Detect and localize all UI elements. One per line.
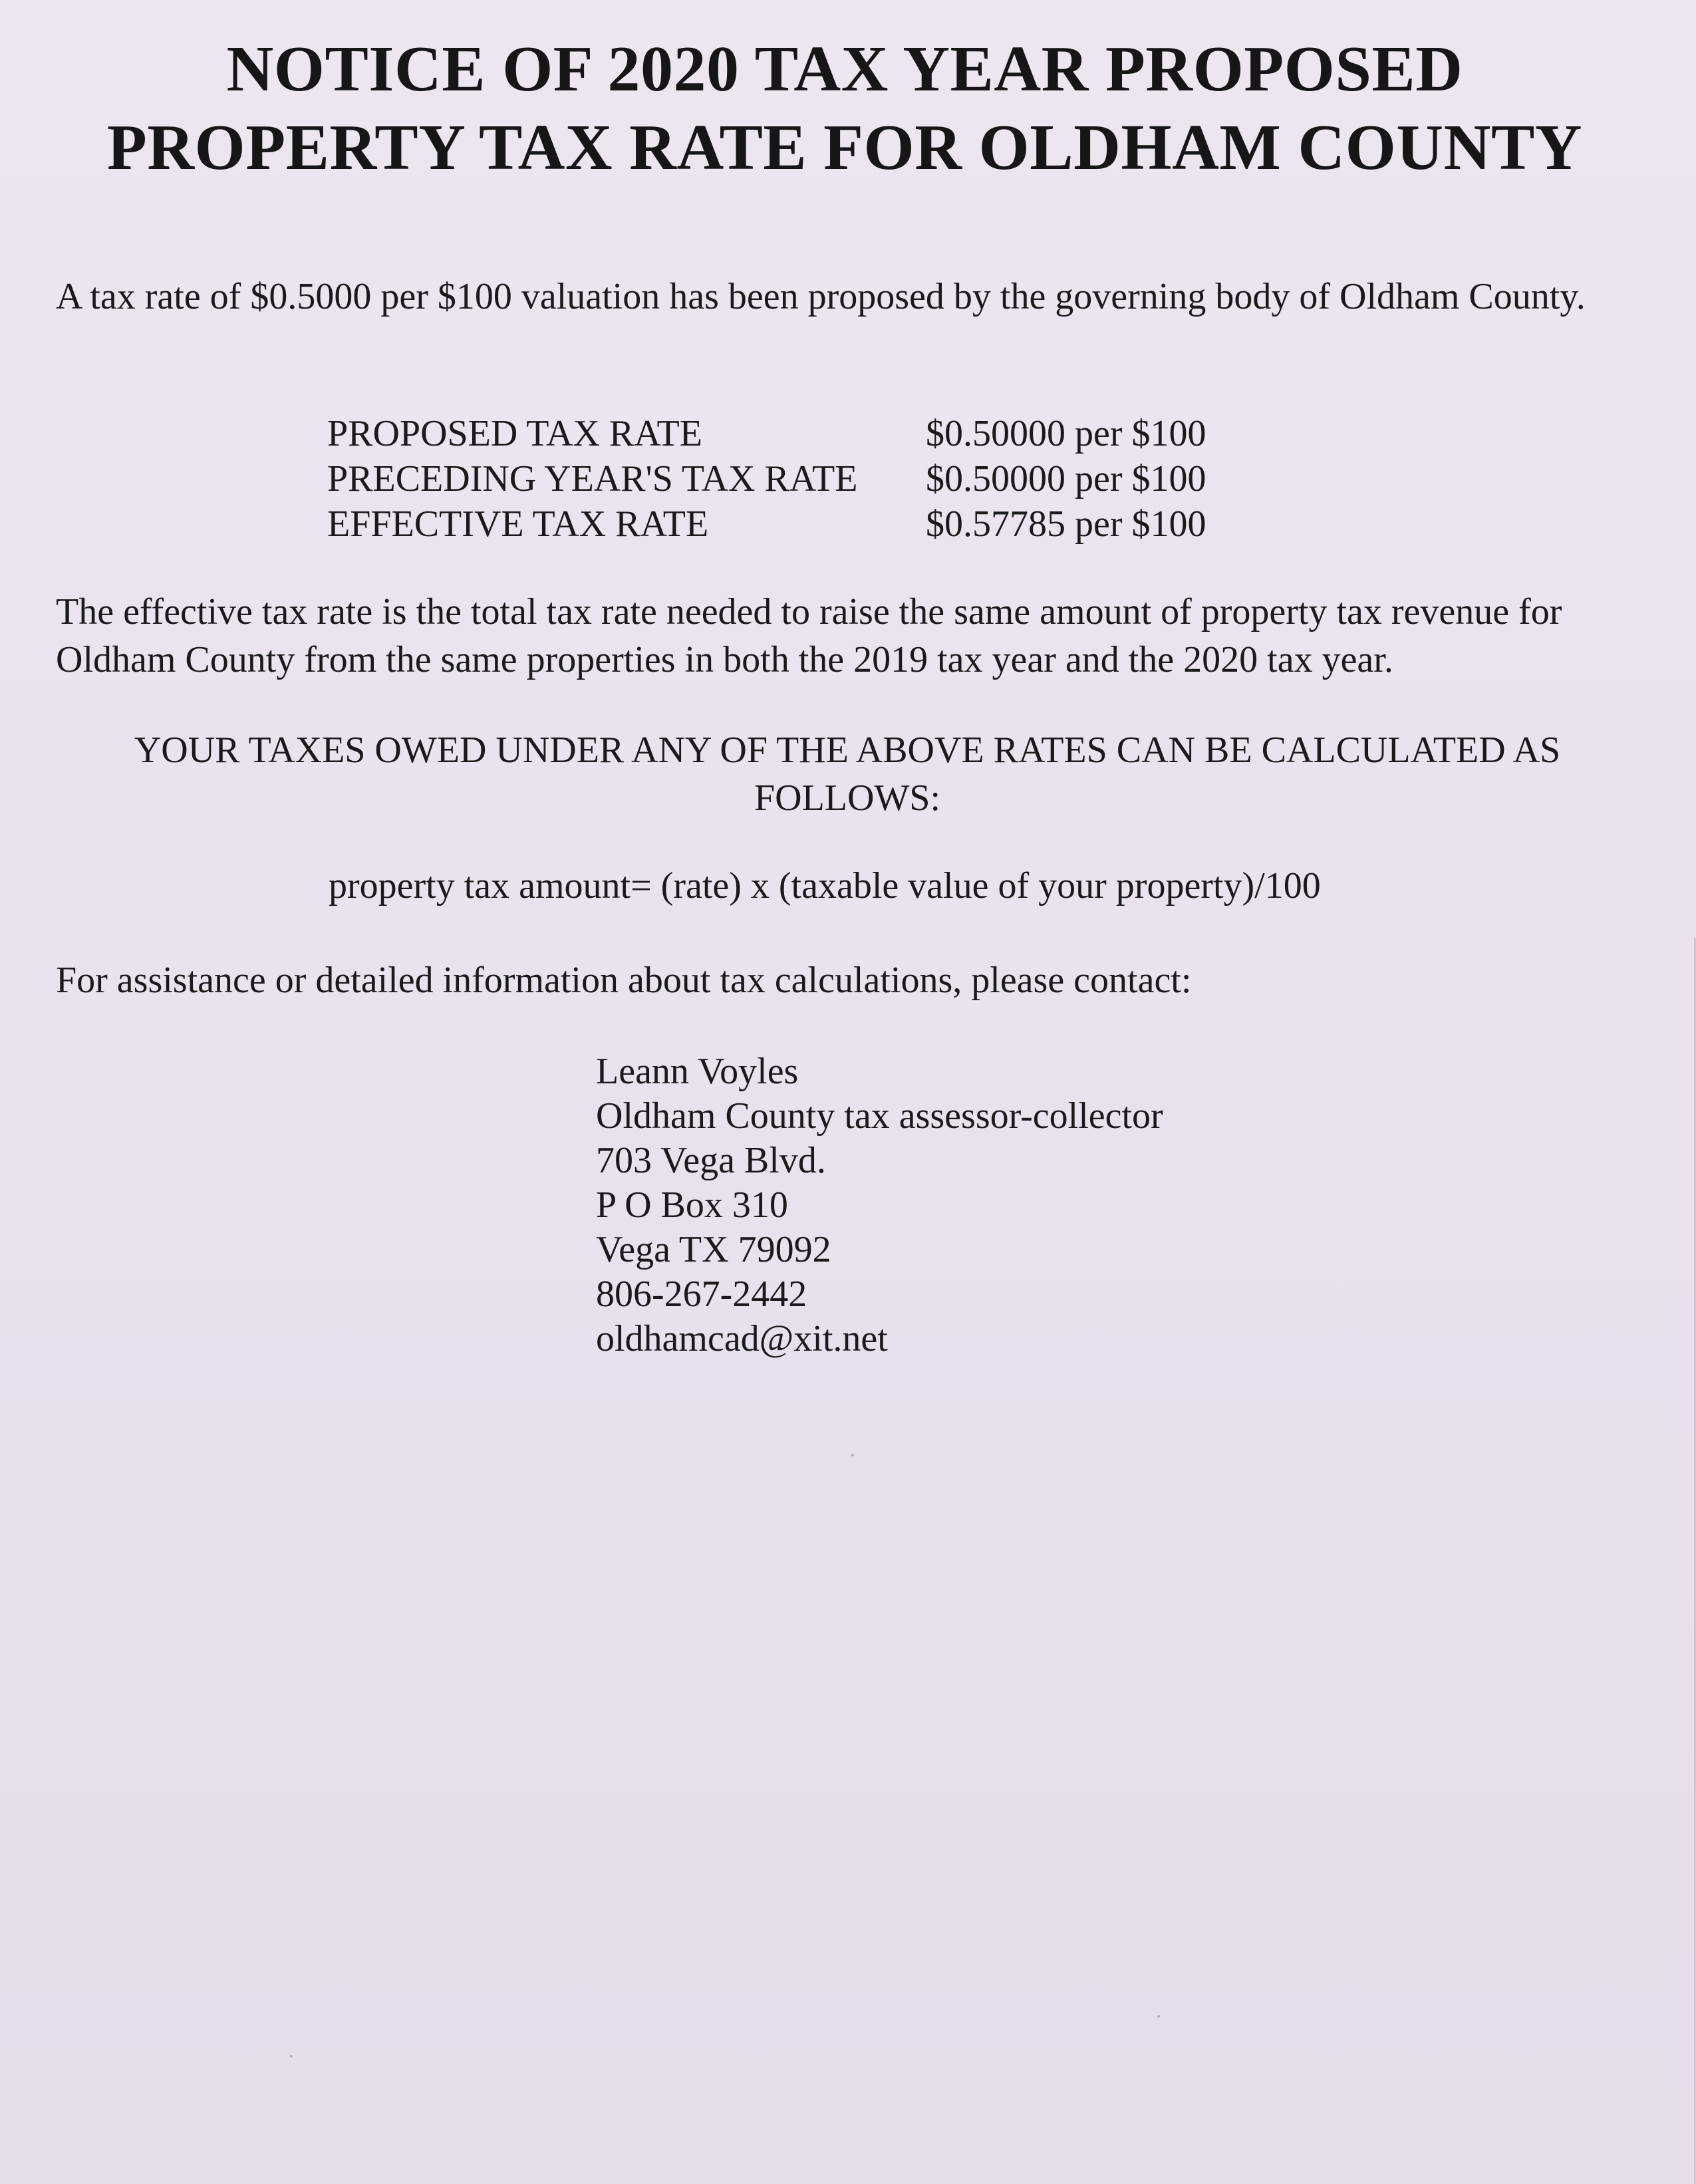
rate-row-effective [327, 501, 1206, 547]
contact-block [596, 1049, 1163, 1361]
scan-speck [290, 2055, 293, 2058]
contact-phone: 806-267-2442 [596, 1274, 807, 1315]
tax-formula: property tax amount= (rate) x (taxable value of your property)/100 [329, 865, 1321, 906]
scan-speck [851, 1454, 854, 1456]
effective-rate-explanation: The effective tax rate is the total tax rate needed to raise the same amount of property tax revenue for Oldham County from the same properties in both the 2019 tax year and the 2020 tax year. [56, 591, 1562, 680]
scan-speck [1157, 2015, 1160, 2018]
contact-city: Vega TX 79092 [596, 1229, 831, 1270]
rate-table [327, 411, 1206, 547]
calculation-heading-line-1: YOUR TAXES OWED UNDER ANY OF THE ABOVE RATES CAN BE CALCULATED AS [134, 730, 1561, 771]
assistance-text: For assistance or detailed information about tax calculations, please contact: [56, 960, 1192, 1001]
contact-email: oldhamcad@xit.net [596, 1318, 888, 1359]
rate-value: $0.50000 per $100 [926, 413, 1206, 454]
rate-label: PROPOSED TAX RATE [327, 413, 702, 454]
contact-street: 703 Vega Blvd. [596, 1140, 826, 1181]
intro-paragraph: A tax rate of $0.5000 per $100 valuation has been proposed by the governing body of Oldham County. [56, 276, 1586, 317]
title-line-2: PROPERTY TAX RATE FOR OLDHAM COUNTY [106, 112, 1583, 184]
calculation-heading [56, 726, 1639, 822]
contact-po-box: P O Box 310 [596, 1184, 788, 1226]
rate-value: $0.57785 per $100 [926, 503, 1206, 545]
contact-title: Oldham County tax assessor-collector [596, 1095, 1163, 1137]
rate-row-proposed [327, 411, 1206, 456]
contact-name: Leann Voyles [596, 1051, 799, 1092]
rate-value: $0.50000 per $100 [926, 458, 1206, 499]
page-title [40, 30, 1649, 187]
calculation-heading-line-2: FOLLOWS: [754, 777, 940, 819]
rate-row-preceding [327, 456, 1206, 501]
rate-label: PRECEDING YEAR'S TAX RATE [327, 458, 858, 499]
rate-label: EFFECTIVE TAX RATE [327, 503, 709, 545]
title-line-1: NOTICE OF 2020 TAX YEAR PROPOSED [226, 33, 1463, 105]
